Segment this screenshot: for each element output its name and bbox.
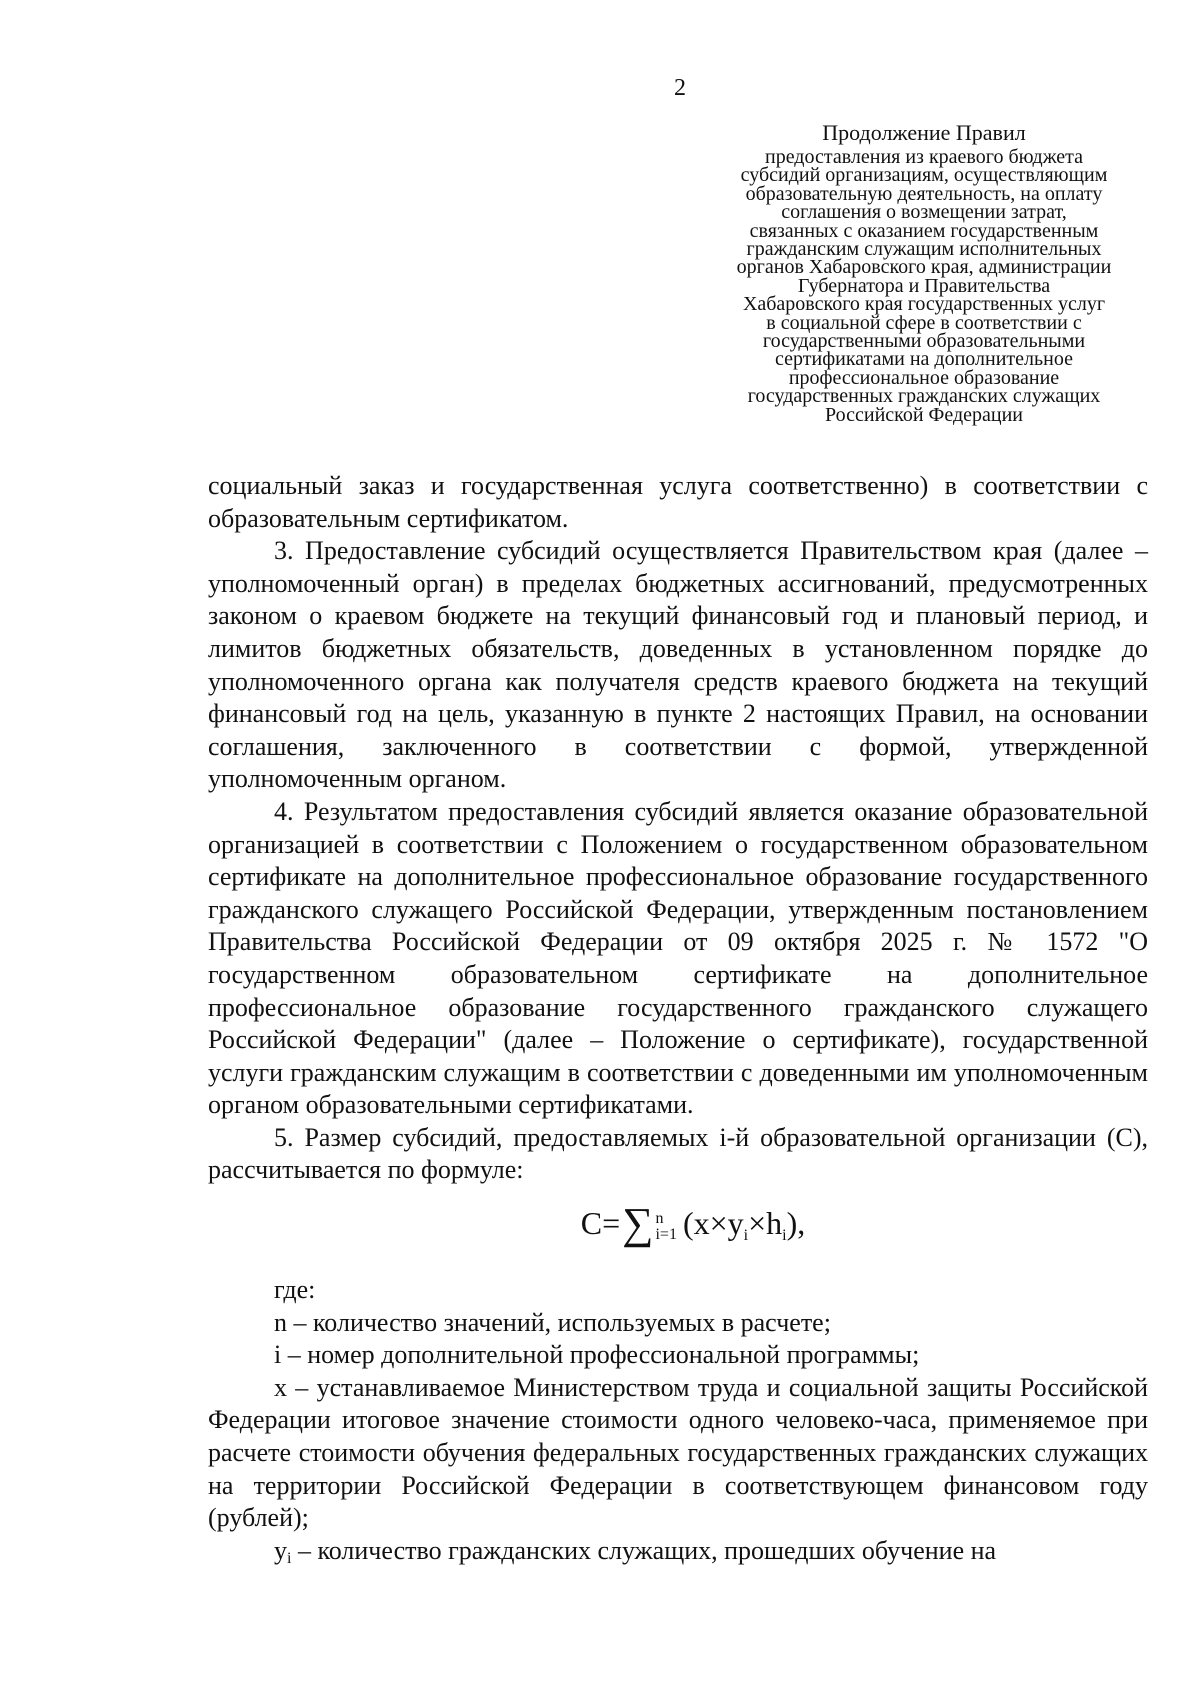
header-line: Губернатора и Правительства: [797, 274, 1051, 297]
header-line: образовательную деятельность, на оплату: [745, 182, 1103, 205]
formula-subscript: i: [782, 1227, 787, 1245]
definition-y-text: – количество гражданских служащих, прошедших обучение на: [291, 1535, 997, 1565]
header-line: сертификатами на дополнительное: [775, 348, 1073, 371]
paragraph-item-3: 3. Предоставление субсидий осуществляется Правительством края (далее – уполномоченный орган) в пределах бюджетных ассигнований, предусмотренных законом о краевом бюджете на текущий финансовый год и плановый период, и лимитов бюджетных обязательств, доведенных в установленном порядке до уполномоченного органа как получателя средств краевого бюджета на текущий финансовый год на цель, указанную в пункте 2 настоящих Правил, на основании соглашения, заключенного в соответствии с формой, утвержденной уполномоченным органом.: [208, 536, 1148, 794]
document-body: [208, 470, 1148, 1575]
sum-upper-limit: n: [655, 1209, 664, 1227]
definition-i: i – номер дополнительной профессиональной программы;: [274, 1340, 920, 1370]
sum-limits: [655, 1211, 676, 1243]
definition-x: x – устанавливаемое Министерством труда и социальной защиты Российской Федерации итоговое значение стоимости одного человеко-часа, применяемое при расчете стоимости обучения федеральных государственных гражданских служащих на территории Российской Федерации в соответствующем финансовом году (рублей);: [208, 1372, 1148, 1533]
definition-n: n – количество значений, используемых в расчете;: [274, 1307, 831, 1337]
header-line: соглашения о возмещении затрат,: [781, 201, 1067, 224]
definition-y-symbol: y: [274, 1535, 287, 1565]
subsidy-formula: [208, 1199, 1148, 1256]
header-line: связанных с оказанием государственным: [749, 219, 1099, 242]
header-line: гражданским служащим исполнительных: [746, 238, 1102, 261]
header-line: государственными образовательными: [762, 330, 1086, 353]
definition-y-subscript: i: [287, 1549, 292, 1567]
paragraph-item-5: 5. Размер субсидий, предоставляемых i-й образовательной организации (С), рассчитывается по формуле:: [208, 1122, 1148, 1185]
formula-open: (x×y: [682, 1205, 744, 1242]
formula-subscript: i: [743, 1227, 749, 1245]
page-number-container: [0, 74, 1200, 102]
page-number: 2: [674, 75, 686, 101]
header-line: Хабаровского края государственных услуг: [742, 293, 1106, 316]
paragraph-item-4: 4. Результатом предоставления субсидий является оказание образовательной организацией в соответствии с Положением о государственном образовательном сертификате на дополнительное профессиональное образование государственного гражданского служащего Российской Федерации, утвержденным постановлением Правительства Российской Федерации от 09 октября 2025 г. № 1572 "О государственном образовательном сертификате на дополнительное профессиональное образование государственного гражданского служащего Российской Федерации" (далее – Положение о сертификате), государственной услуги гражданским служащим в соответствии с доведенными им уполномоченным органом образовательными сертификатами.: [208, 796, 1148, 1120]
formula-mid: ×h: [748, 1205, 783, 1242]
definition-y: [208, 1535, 1148, 1576]
header-line: Российской Федерации: [824, 403, 1024, 426]
continuation-paragraph: социальный заказ и государственная услуга соответственно) в соответствии с образовательным сертификатом.: [208, 471, 1148, 533]
sigma-symbol: ∑: [622, 1199, 654, 1249]
header-title: Продолжение Правил: [822, 120, 1026, 145]
header-line: субсидий организациям, осуществляющим: [740, 164, 1108, 187]
sum-lower-limit: i=1: [655, 1225, 677, 1243]
header-line: в социальной сфере в соответствии с: [766, 311, 1082, 334]
formula-close: ),: [786, 1205, 806, 1242]
formula-lhs: С=: [580, 1205, 621, 1242]
header-line: органов Хабаровского края, администрации: [736, 256, 1112, 279]
where-label: где:: [274, 1275, 316, 1305]
document-header: [684, 120, 1164, 424]
header-line: предоставления из краевого бюджета: [764, 146, 1084, 168]
header-line: профессиональное образование: [788, 366, 1060, 389]
header-line: государственных гражданских служащих: [747, 385, 1101, 408]
